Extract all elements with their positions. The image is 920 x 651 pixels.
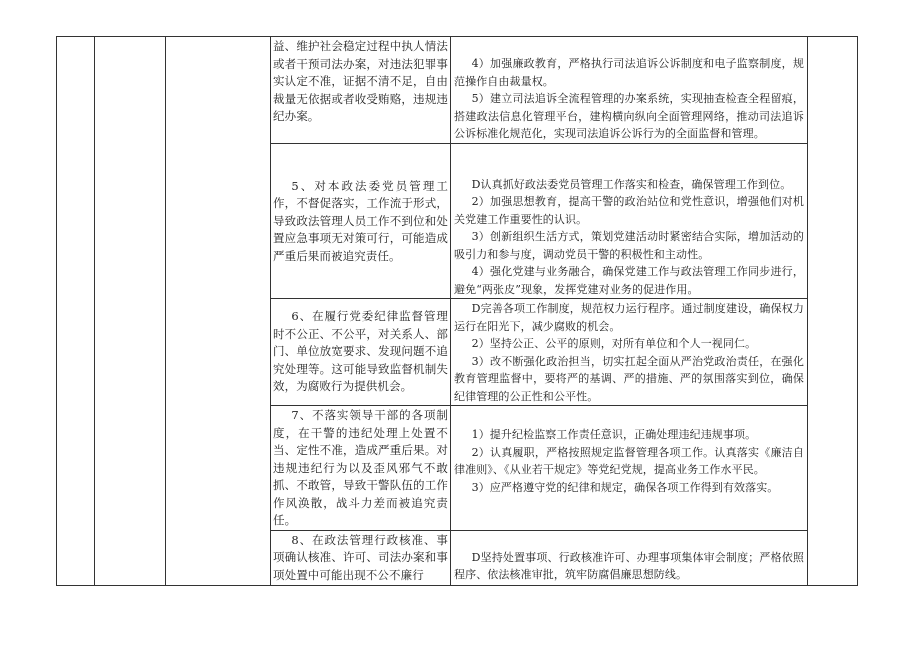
risk-text: 益、维护社会稳定过程中执人情法或者干预司法办案，对违法犯罪事实认定不准，证据不清不足，自由裁量无依据或者收受贿赂，违规违纪办案。 (273, 39, 448, 123)
measure-text: 2）加强思想教育，提高干警的政治站位和党性意识，增强他们对机关党建工作重要性的认识。 (454, 195, 804, 226)
risk-text: 6、在履行党委纪律监督管理时不公正、不公平，对关系人、部门、单位放宽要求、发现问题不追究处理等。这可能导致监督机制失效，为腐败行为提供机会。 (273, 309, 448, 393)
measure-text: 3）创新组织生活方式，策划党建活动时紧密结合实际，增加活动的吸引力和参与度，调动党员干警的积极性和主动性。 (454, 230, 804, 261)
risk-text: 7、不落实领导干部的各项制度，在干警的违纪处理上处置不当、定性不准，造成严重后果。对违规违纪行为以及歪风邪气不敢抓、不敢管，导致干警队伍的工作作风涣散，战斗力差而被追究责任。 (273, 408, 448, 527)
measure-text: 3）应严格遵守党的纪律和规定，确保各项工作得到有效落实。 (471, 480, 779, 494)
risk-description-cell (271, 299, 451, 406)
empty-cell (57, 37, 95, 586)
measure-text: 3）改不断强化政治担当，切实扛起全面从严治党政治责任，在强化教育管理监督中，要将严的基调、严的措施、严的氛围落实到位，确保纪律管理的公正性和公平性。 (454, 354, 804, 403)
measure-text: 2）坚持公正、公平的原则，对所有单位和个人一视同仁。 (471, 337, 757, 350)
risk-description-cell (271, 143, 451, 299)
measures-cell (451, 37, 808, 144)
risk-text: 8、在政法管理行政核准、事项确认核准、许可、司法办案和事项处置中可能出现不公不廉行 (273, 532, 448, 582)
measure-text: 2）认真履职，严格按照规定监督管理各项工作。认真落实《廉洁自律准则》、《从业若干规定》等党纪党规，提高业务工作水平民。 (454, 445, 804, 476)
empty-cell (95, 37, 166, 586)
measure-text: D完善各项工作制度，规范权力运行程序。通过制度建设，确保权力运行在阳光下，减少腐败的机会。 (454, 302, 804, 333)
measure-text: 1）提升纪检监察工作责任意识，正确处理违纪违规事项。 (471, 428, 757, 441)
measures-cell (451, 143, 808, 299)
risk-text: 5、对本政法委党员管理工作，不督促落实，工作流于形式，导致政法管理人员工作不到位和处置应急事项无对策可行，可能造成严重后果而被追究责任。 (273, 178, 448, 263)
measures-cell (451, 406, 808, 531)
measure-text: 5）建立司法追诉全流程管理的办案系统，实现抽查检查全程留痕，搭建政法信息化管理平台，建构横向纵向全面管理网络，推动司法追诉公诉标准化规范化，实现司法追诉公诉行为的全面监督和管理。 (454, 92, 804, 140)
risk-description-cell (271, 37, 451, 144)
empty-cell (166, 37, 271, 586)
empty-cell (808, 37, 858, 586)
measure-text: 4）强化党建与业务融合，确保党建工作与政法管理工作同步进行，避免“两张皮”现象，发挥党建对业务的促进作用。 (454, 265, 804, 296)
measure-text: 4）加强廉政教育，严格执行司法追诉公诉制度和电子监察制度，规范操作自由裁量权。 (454, 57, 804, 88)
risk-description-cell (271, 406, 451, 531)
measures-cell (451, 299, 808, 406)
measure-text: D认真抓好政法委党员管理工作落实和检查，确保管理工作到位。 (471, 177, 792, 191)
risk-description-cell (271, 530, 451, 585)
table-row (57, 37, 858, 144)
measures-cell (451, 530, 808, 585)
risk-control-table (56, 36, 858, 586)
measure-text: D坚持处置事项、行政核准许可、办理事项集体审会制度；严格依照程序、依法核准审批，筑牢防腐倡廉思想防线。 (454, 550, 804, 581)
